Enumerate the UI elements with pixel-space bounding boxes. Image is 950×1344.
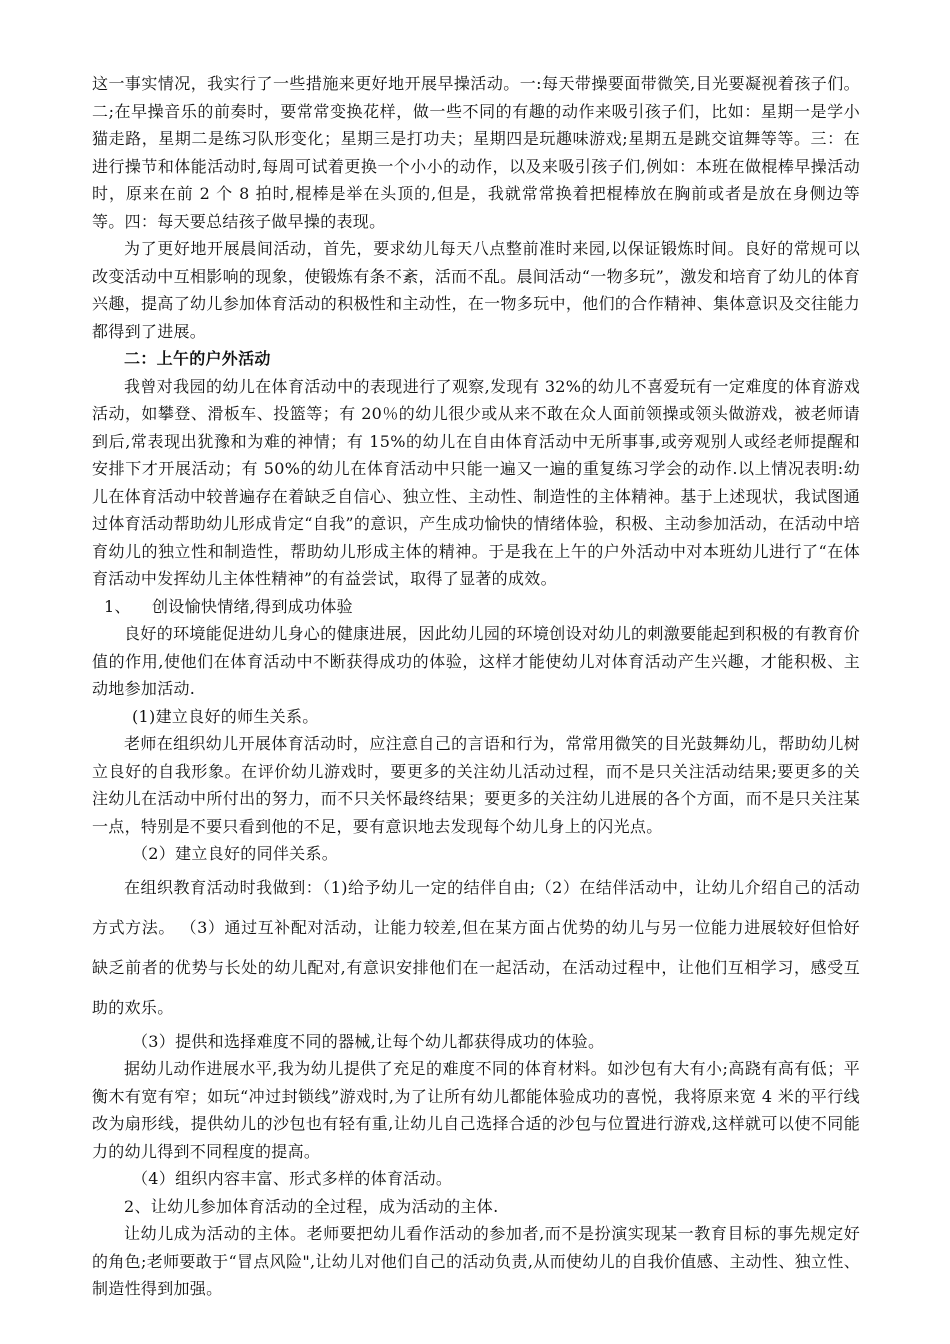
paragraph-materials: 据幼儿动作进展水平,我为幼儿提供了充足的难度不同的体育材料。如沙包有大有小;高跷有高有低；平衡木有宽有窄；如玩“冲过封锁线”游戏时,为了让所有幼儿都能体验成功的喜悦，我将原来宽 4 米的平行线改为扇形线，提供幼儿的沙包也有轻有重,让幼儿自己选择合适的沙包与位置进行游戏,这样就可以使不同能力的幼儿得到不同程度的提高。 — [92, 1059, 860, 1161]
list-item-1 — [92, 593, 860, 621]
subheading-peer-relationship: （2）建立良好的同伴关系。 — [132, 844, 339, 863]
paragraph-children-as-subject: 让幼儿成为活动的主体。老师要把幼儿看作活动的参加者,而不是扮演实现某一教育目标的事先规定好的角色;老师要敢于“冒点风险",让幼儿对他们自己的活动负责,从而使幼儿的自我价值感、主动性、独立性、制造性得到加强。 — [92, 1224, 860, 1298]
paragraph-morning-activities: 为了更好地开展晨间活动，首先，要求幼儿每天八点整前准时来园,以保证锻炼时间。良好的常规可以改变活动中互相影响的现象，使锻炼有条不紊，活而不乱。晨间活动“一物多玩”，激发和培育了幼儿的体育兴趣，提高了幼儿参加体育活动的积极性和主动性，在一物多玩中，他们的合作精神、集体意识及交往能力都得到了进展。 — [92, 239, 860, 341]
subheading-teacher-student-relationship: (1)建立良好的师生关系。 — [132, 706, 319, 726]
list-number-1: 1、 — [104, 596, 131, 616]
paragraph-teacher-behavior: 老师在组织幼儿开展体育活动时，应注意自己的言语和行为，常常用微笑的目光鼓舞幼儿，帮助幼儿树立良好的自我形象。在评价幼儿游戏时，要更多的关注幼儿活动过程，而不是只关注活动结果;要更多的关注幼儿在活动中所付出的努力，而不只关怀最终结果；要更多的关注幼儿进展的各个方面，而不是只关注某一点，特别是不要只看到他的不足，要有意识地去发现每个幼儿身上的闪光点。 — [92, 734, 860, 836]
subheading-equipment-difficulty: （3）提供和选择难度不同的器械,让每个幼儿都获得成功的体验。 — [132, 1031, 605, 1051]
subheading-diverse-activities: （4）组织内容丰富、形式多样的体育活动。 — [132, 1169, 453, 1188]
paragraph-peer-activities: 在组织教育活动时我做到：（1)给予幼儿一定的结伴自由;（2）在结伴活动中，让幼儿介绍自己的活动方式方法。 （3）通过互补配对活动，让能力较差,但在某方面占优势的幼儿与另一位能力进展较好但恰好缺乏前者的优势与长处的幼儿配对,有意识安排他们在一起活动，在活动过程中，让他们互相学习，感受互助的欢乐。 — [92, 877, 860, 1017]
section-heading-outdoor-activities: 二：上午的户外活动 — [124, 349, 271, 368]
paragraph-environment: 良好的环境能促进幼儿身心的健康进展，因此幼儿园的环境创设对幼儿的刺激要能起到积极的有教育价值的作用,使他们在体育活动中不断获得成功的体验，这样才能使幼儿对体育活动产生兴趣，才能积极、主动地参加活动. — [92, 624, 860, 698]
list-item-2: 2、让幼儿参加体育活动的全过程，成为活动的主体. — [124, 1196, 499, 1216]
paragraph-observation-findings: 我曾对我园的幼儿在体育活动中的表现进行了观察,发现有 32%的幼儿不喜爱玩有一定难度的体育游戏活动，如攀登、滑板车、投篮等；有 20％的幼儿很少或从来不敢在众人面前领操或领头做游戏，被老师请到后,常表现出犹豫和为难的神情；有 15%的幼儿在自由体育活动中无所事事,或旁观别人或经老师提醒和安排下才开展活动；有 50%的幼儿在体育活动中只能一遍又一遍的重复练习学会的动作.以上情况表明:幼儿在体育活动中较普遍存在着缺乏自信心、独立性、主动性、制造性的主体精神。基于上述现状，我试图通过体育活动帮助幼儿形成肯定“自我”的意识，产生成功愉快的情绪体验，积极、主动参加活动，在活动中培育幼儿的独立性和制造性，帮助幼儿形成主体的精神。于是我在上午的户外活动中对本班幼儿进行了“在体育活动中发挥幼儿主体性精神”的有益尝试，取得了显著的成效。 — [92, 376, 860, 588]
paragraph-morning-exercise-measures: 这一事实情况，我实行了一些措施来更好地开展早操活动。一:每天带操要面带微笑,目光要凝视着孩子们。二;在早操音乐的前奏时，要常常变换花样，做一些不同的有趣的动作来吸引孩子们，比如：星期一是学小猫走路，星期二是练习队形变化；星期三是打功夫；星期四是玩趣味游戏;星期五是跳交谊舞等等。三：在进行操节和体能活动时,每周可试着更换一个小小的动作，以及来吸引孩子们,例如：本班在做棍棒早操活动时，原来在前 2 个 8 拍时,棍棒是举在头顶的,但是，我就常常换着把棍棒放在胸前或者是放在身侧边等等。四：每天要总结孩子做早操的表现。 — [92, 74, 860, 231]
list-item-1-title: 创设愉快情绪,得到成功体验 — [152, 596, 353, 616]
document-page — [92, 70, 860, 1303]
